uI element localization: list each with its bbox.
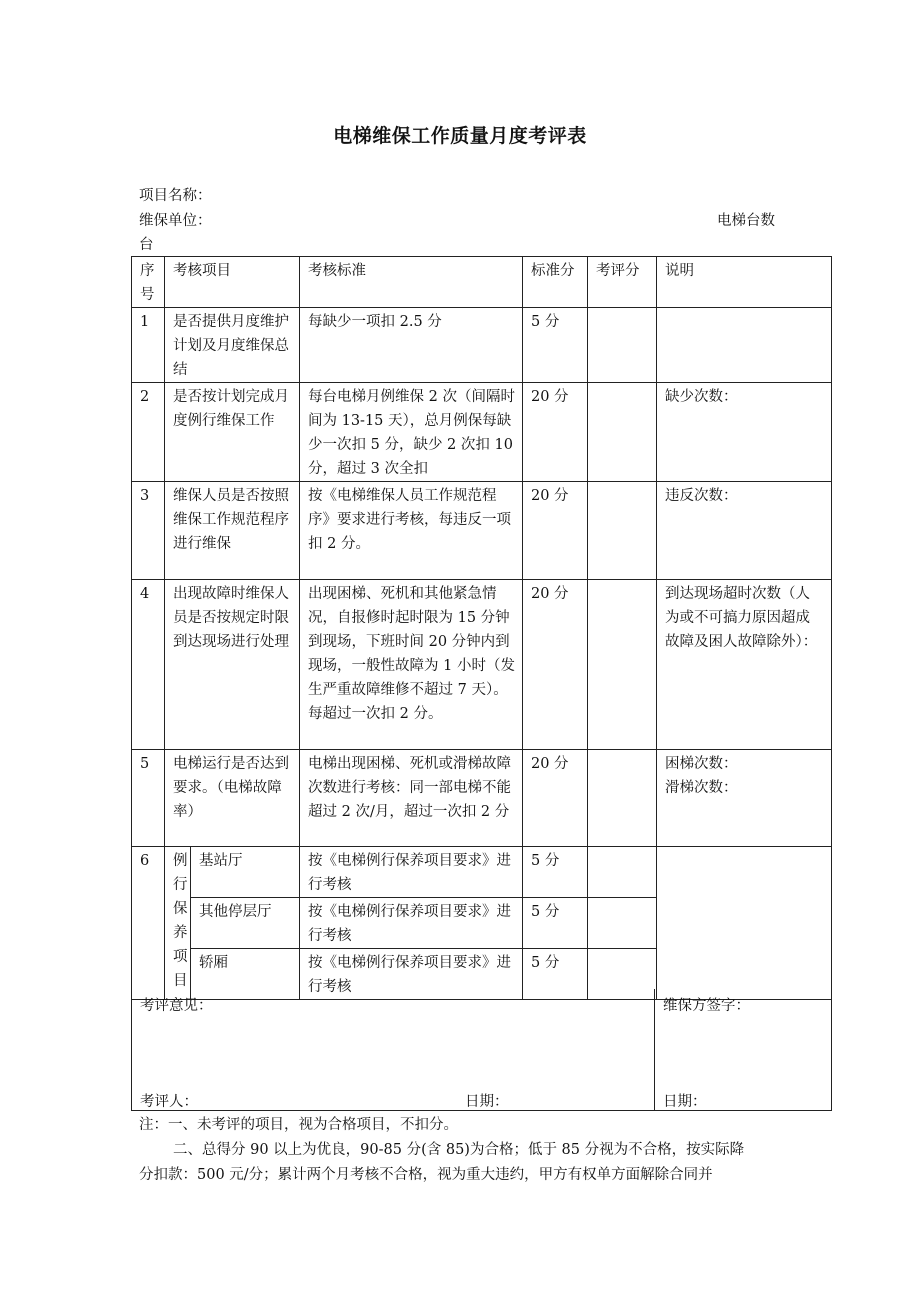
- table-row: [132, 580, 832, 750]
- header-eval: 考评分: [588, 257, 657, 308]
- row-item: 是否按计划完成月度例行维保工作: [165, 383, 300, 482]
- row-note: 到达现场超时次数（人为或不可搞力原因超成故障及困人故障除外）：: [657, 580, 832, 750]
- header-no: 序号: [132, 257, 165, 308]
- row-score: 20 分: [523, 383, 588, 482]
- elevator-count-label: 电梯台数: [717, 213, 775, 229]
- row-item: 是否提供月度维护计划及月度维保总结: [165, 308, 300, 383]
- row-eval[interactable]: [588, 580, 657, 750]
- row-note: [657, 308, 832, 383]
- row-eval[interactable]: [588, 750, 657, 847]
- evaluator-label: 考评人：: [140, 1094, 198, 1110]
- row-standard: 电梯出现困梯、死机或滑梯故障次数进行考核：同一部电梯不能超过 2 次/月，超过一次扣 2 分: [300, 750, 523, 847]
- row-standard: 按《电梯例行保养项目要求》进行考核: [300, 847, 523, 898]
- signature-label: 维保方签字：: [663, 998, 750, 1014]
- maint-unit-label: 维保单位：: [139, 213, 212, 229]
- table-row: [132, 847, 832, 898]
- footer-divider: [654, 989, 655, 1110]
- row-standard: 按《电梯例行保养项目要求》进行考核: [300, 949, 523, 1000]
- row-standard: 按《电梯例行保养项目要求》进行考核: [300, 898, 523, 949]
- header-score: 标准分: [523, 257, 588, 308]
- row-item: 维保人员是否按照维保工作规范程序进行维保: [165, 482, 300, 580]
- row-no: 1: [132, 308, 165, 383]
- row-note: [657, 750, 832, 847]
- row-score: 5 分: [523, 308, 588, 383]
- row-no: 2: [132, 383, 165, 482]
- row-subitem: 基站厅: [191, 847, 300, 898]
- note-line-1: 注：一、未考评的项目，视为合格项目，不扣分。: [139, 1117, 458, 1133]
- row-eval[interactable]: [588, 847, 657, 898]
- evaluation-footer: [131, 989, 832, 1111]
- project-name-label: 项目名称：: [139, 188, 212, 204]
- elevator-count-unit: 台: [139, 237, 154, 253]
- header-note: 说明: [657, 257, 832, 308]
- date-right-label: 日期：: [663, 1094, 707, 1110]
- row-note: 缺少次数：: [657, 383, 832, 482]
- note-line-3: 分扣款：500 元/分；累计两个月考核不合格，视为重大违约，甲方有权单方面解除合同并: [139, 1167, 713, 1183]
- row-standard: 每台电梯月例维保 2 次（间隔时间为 13-15 天），总月例保每缺少一次扣 5 分，缺少 2 次扣 10 分，超过 3 次全扣: [300, 383, 523, 482]
- row-subitem: 其他停层厅: [191, 898, 300, 949]
- row-score: 20 分: [523, 482, 588, 580]
- opinion-label: 考评意见：: [140, 998, 213, 1014]
- note-line-2: 二、总得分 90 以上为优良，90-85 分(含 85)为合格；低于 85 分视为不合格，按实际降: [173, 1142, 745, 1158]
- row-score: 20 分: [523, 750, 588, 847]
- table-row: [132, 383, 832, 482]
- row-standard: 每缺少一项扣 2.5 分: [300, 308, 523, 383]
- row-eval[interactable]: [588, 308, 657, 383]
- row-subitem: 轿厢: [191, 949, 300, 1000]
- table-row: [132, 482, 832, 580]
- note-slip-count: 滑梯次数：: [665, 780, 738, 796]
- row-note: 违反次数：: [657, 482, 832, 580]
- date-left-label: 日期：: [465, 1094, 509, 1110]
- row-eval[interactable]: [588, 383, 657, 482]
- row-item: 出现故障时维保人员是否按规定时限到达现场进行处理: [165, 580, 300, 750]
- evaluation-table: [131, 256, 832, 1000]
- row-no: 4: [132, 580, 165, 750]
- table-row: [132, 750, 832, 847]
- row-no: 3: [132, 482, 165, 580]
- row-eval[interactable]: [588, 898, 657, 949]
- note-stuck-count: 困梯次数：: [665, 756, 738, 772]
- table-header-row: [132, 257, 832, 308]
- row-note: [657, 847, 832, 1000]
- row-no: 6: [132, 847, 165, 1000]
- row-no: 5: [132, 750, 165, 847]
- row-score: 5 分: [523, 949, 588, 1000]
- row-standard: 出现困梯、死机和其他紧急情况，自报修时起时限为 15 分钟到现场，下班时间 20 分钟内到现场，一般性故障为 1 小时（发生严重故障维修不超过 7 天）。每超过一次扣 2 分。: [300, 580, 523, 750]
- row-score: 5 分: [523, 898, 588, 949]
- header-item: 考核项目: [165, 257, 300, 308]
- row-score: 20 分: [523, 580, 588, 750]
- row-score: 5 分: [523, 847, 588, 898]
- table-row: [132, 308, 832, 383]
- row-standard: 按《电梯维保人员工作规范程序》要求进行考核，每违反一项扣 2 分。: [300, 482, 523, 580]
- header-standard: 考核标准: [300, 257, 523, 308]
- row-group-label: 例行保养项目: [165, 847, 191, 1000]
- row-eval[interactable]: [588, 482, 657, 580]
- row-item: 电梯运行是否达到要求。（电梯故障率）: [165, 750, 300, 847]
- page-title: 电梯维保工作质量月度考评表: [333, 125, 587, 147]
